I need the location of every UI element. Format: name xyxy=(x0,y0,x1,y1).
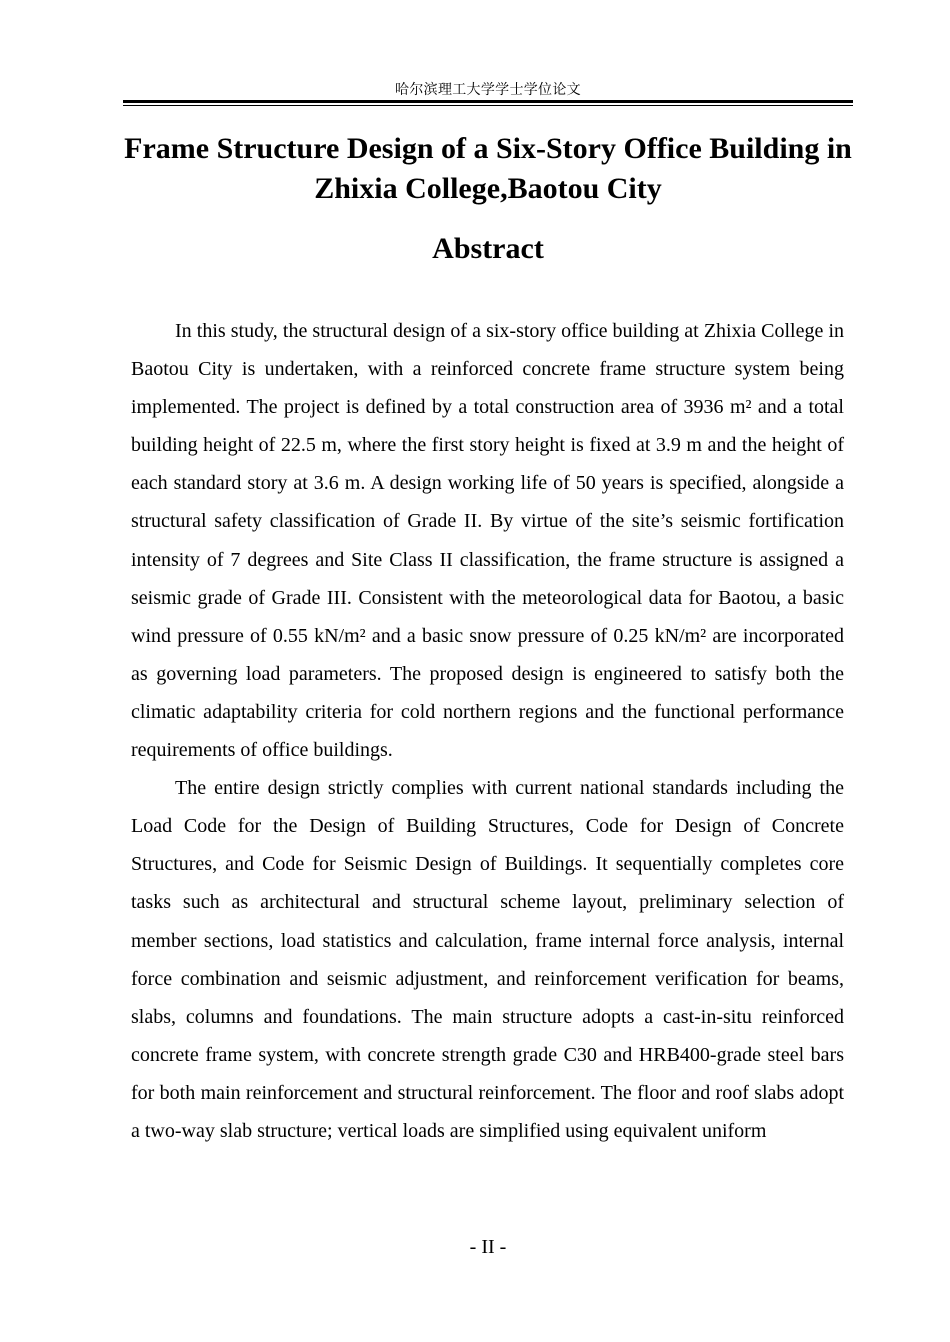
thesis-title: Frame Structure Design of a Six-Story Office Building in Zhixia College,Baotou City xyxy=(124,132,852,205)
page-number: - II - xyxy=(469,1236,507,1258)
page-header xyxy=(123,78,853,108)
header-rule-thin xyxy=(123,105,853,106)
abstract-heading: Abstract xyxy=(432,232,544,265)
header-text: 哈尔滨理工大学学士学位论文 xyxy=(395,82,581,98)
abstract-paragraph-2: The entire design strictly complies with current national standards including the Load Code for the Design of Building Structures, Code for Design of Concrete Structures, and Code for Seismic Design of Buildings. It sequentially completes core tasks such as architectural and structural scheme layout, preliminary selection of member sections, load statistics and calculation, frame internal force analysis, internal force combination and seismic adjustment, and reinforcement verification for beams, slabs, columns and foundations. The main structure adopts a cast-in-situ reinforced concrete frame system, with concrete strength grade C30 and HRB400-grade steel bars for both main reinforcement and structural reinforcement. The floor and roof slabs adopt a two-way slab structure; vertical loads are simplified using equivalent uniform xyxy=(131,777,844,1142)
header-rule-thick xyxy=(123,100,853,103)
abstract-paragraph-1: In this study, the structural design of a six-story office building at Zhixia College in Baotou City is undertaken, with a reinforced concrete frame structure system being implemented. The project is defined by a total construction area of 3936 m² and a total building height of 22.5 m, where the first story height is fixed at 3.9 m and the height of each standard story at 3.6 m. A design working life of 50 years is specified, alongside a structural safety classification of Grade II. By virtue of the site’s seismic fortification intensity of 7 degrees and Site Class II classification, the frame structure is assigned a seismic grade of Grade III. Consistent with the meteorological data for Baotou, a basic wind pressure of 0.55 kN/m² and a basic snow pressure of 0.25 kN/m² are incorporated as governing load parameters. The proposed design is engineered to satisfy both the climatic adaptability criteria for cold northern regions and the functional performance requirements of office buildings. xyxy=(131,320,844,762)
abstract-body xyxy=(131,312,844,1150)
